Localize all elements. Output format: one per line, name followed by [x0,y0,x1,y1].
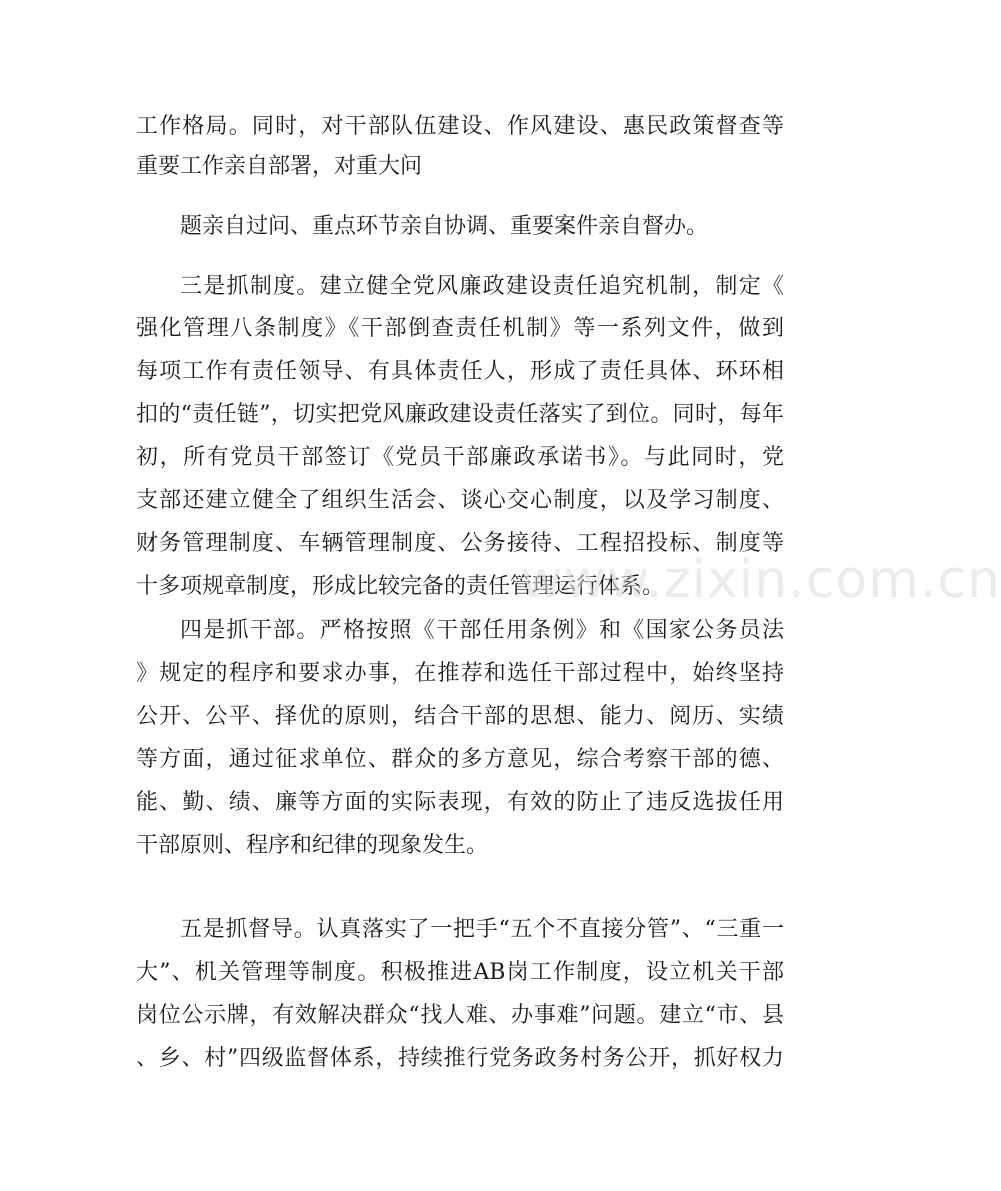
text-line: 财务管理制度、车辆管理制度、公务接待、工程招投标、制度等 [136,531,784,556]
text-line: 、乡、村”四级监督体系，持续推行党务政务村务公开，抓好权力 [136,1046,784,1071]
text-line: 每项工作有责任领导、有具体责任人，形成了责任具体、环环相 [136,359,784,384]
text-line: 干部原则、程序和纪律的现象发生。 [136,833,489,858]
text-line: 初，所有党员干部签订《党员干部廉政承诺书》。与此同时，党 [136,445,784,470]
text-line: 支部还建立健全了组织生活会、谈心交心制度，以及学习制度、 [136,488,784,513]
text-line: 公开、公平、择优的原则，结合干部的思想、能力、阅历、实绩 [136,704,784,729]
text-line: 十多项规章制度，形成比较完备的责任管理运行体系。 [136,574,665,599]
text-line: 扣的“责任链”，切实把党风廉政建设责任落实了到位。同时，每年 [136,402,784,427]
paragraph-first-line: 五是抓督导。认真落实了一把手“五个不直接分管”、“三重一 [180,917,784,942]
text-line: 等方面，通过征求单位、群众的多方意见，综合考察干部的德、 [136,747,784,772]
text-line: 重要工作亲自部署，对重大问 [136,154,423,179]
text-line: 大”、机关管理等制度。积极推进AB岗工作制度，设立机关干部 [136,960,784,985]
text-line: 工作格局。同时，对干部队伍建设、作风建设、惠民政策督查等 [136,114,784,139]
text-line: 题亲自过问、重点环节亲自协调、重要案件亲自督办。 [180,214,709,239]
watermark: www.zixin.com.cn [520,550,1001,610]
text-line: 》规定的程序和要求办事，在推荐和选任干部过程中，始终坚持 [136,661,784,686]
paragraph-first-line: 三是抓制度。建立健全党风廉政建设责任追究机制，制定《 [180,274,784,299]
paragraph-first-line: 四是抓干部。严格按照《干部任用条例》和《国家公务员法 [180,618,784,643]
text-line: 能、勤、绩、廉等方面的实际表现，有效的防止了违反选拔任用 [136,790,784,815]
text-line: 岗位公示牌，有效解决群众“找人难、办事难”问题。建立“市、县 [136,1003,784,1028]
text-line: 强化管理八条制度》《干部倒查责任机制》等一系列文件，做到 [136,316,784,341]
